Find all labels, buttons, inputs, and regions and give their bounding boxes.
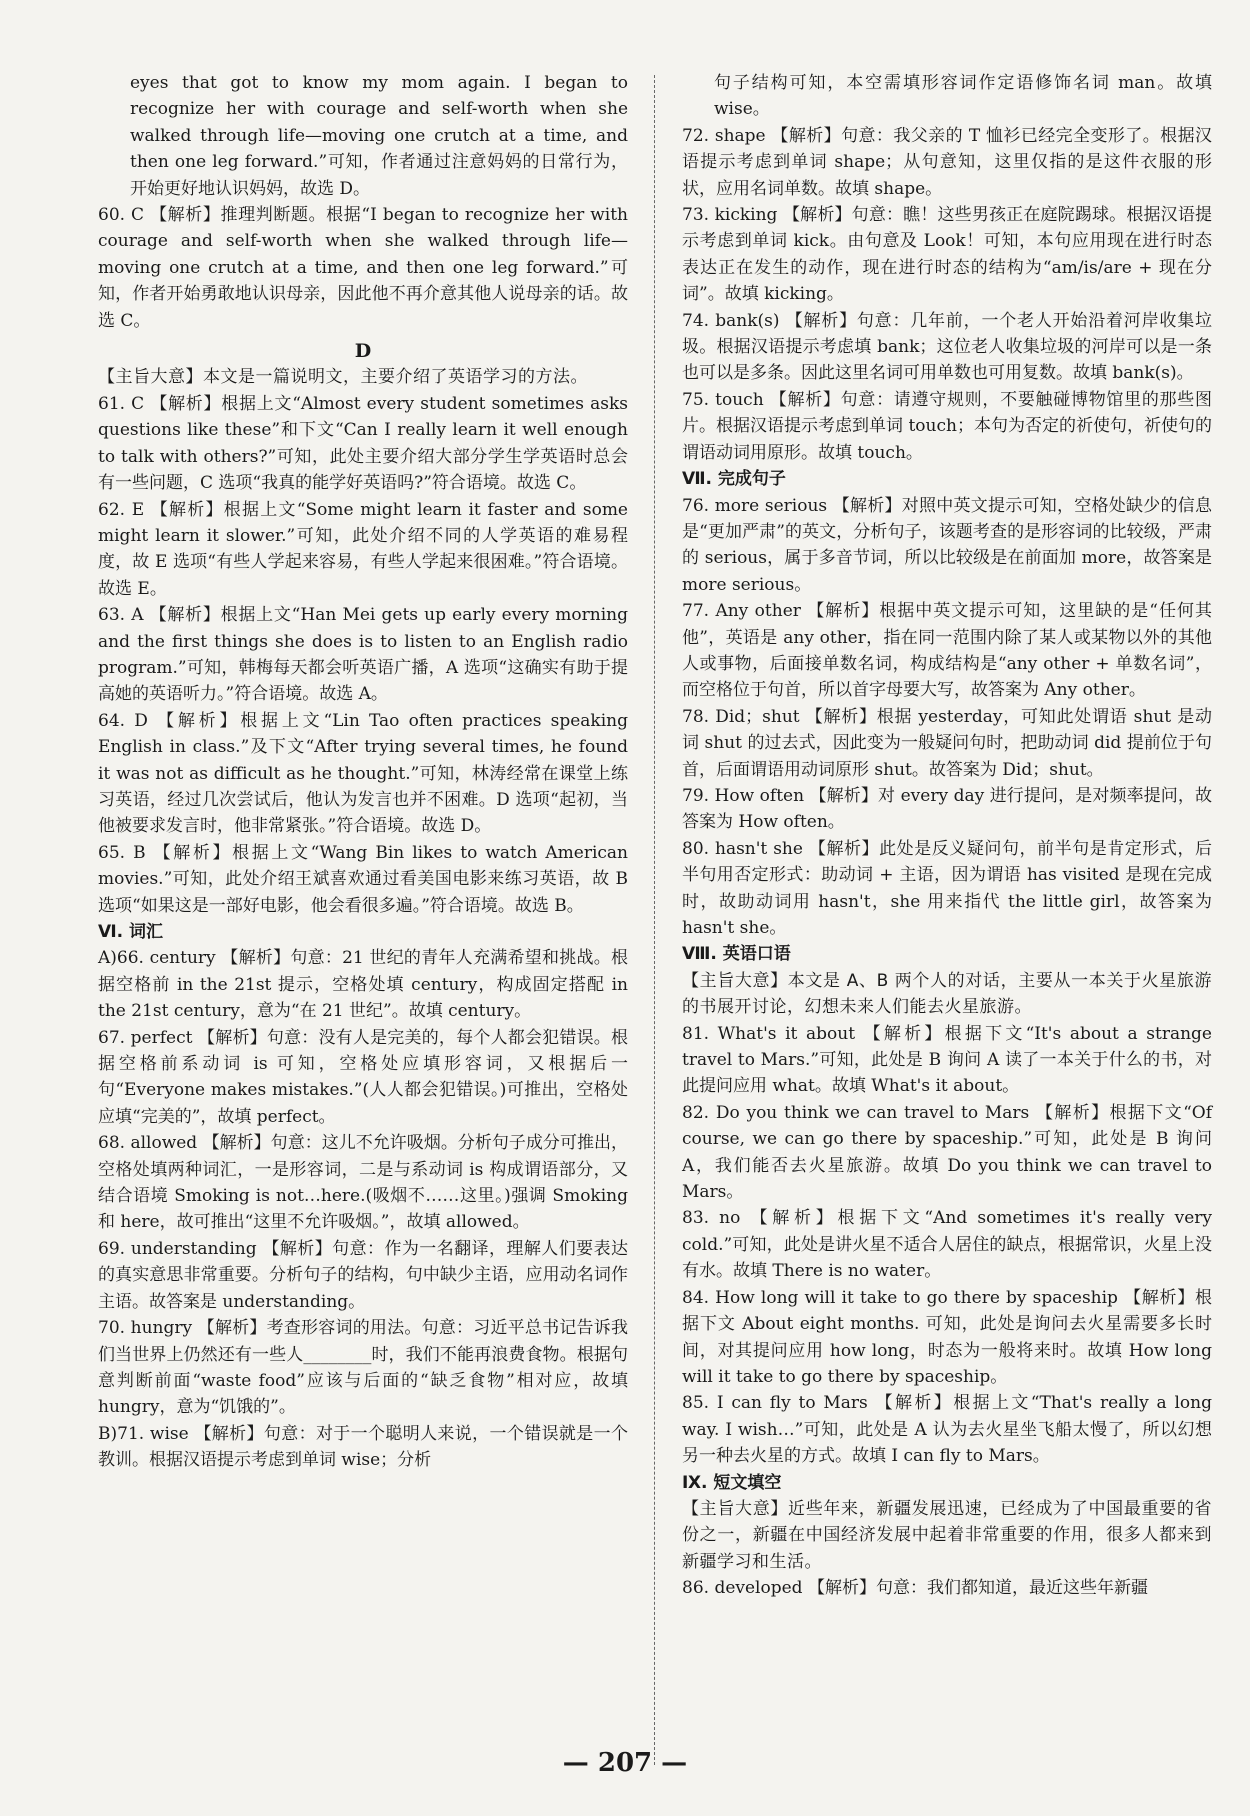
answer-item: 68. allowed 【解析】句意：这儿不允许吸烟。分析句子成分可推出，空格处填两种词汇，一是形容词，二是与系动词 is 构成谓语部分，又结合语境 Smoking is not…here.(吸烟不……这里。)强调 Smoking 和 here，故可推出“这里不允许吸烟。”，故填 allowed。 (98, 1133, 628, 1233)
answer-item: 72. shape 【解析】句意：我父亲的 T 恤衫已经完全变形了。根据汉语提示考虑到单词 shape；从句意知，这里仅指的是这件衣服的形状，应用名词单数。故填 shape。 (682, 125, 1212, 199)
answer-item: 64. D 【解析】根据上文“Lin Tao often practices speaking English in class.”及下文“After trying several times, he found it was not as difficult as he thought.”可知，林涛经常在课堂上练习英语，经过几次尝试后，他认为发言也并不困难。D 选项“起初，当他被要求发言时，他非常紧张。”符合语境。故选 D。 (98, 710, 628, 837)
passage-letter: D (354, 340, 372, 363)
left-column (98, 70, 628, 1474)
answer-item: eyes that got to know my mom again. I began to recognize her with courage and self-worth when she walked through life—moving one crutch at a time, and then one leg forward.”可知，作者通过注意妈妈的日常行为，开始更好地认识妈妈，故选 D。 (130, 73, 628, 199)
column-divider (654, 75, 655, 1765)
answer-item: 82. Do you think we can travel to Mars 【解析】根据下文“Of course, we can go there by spaceship.”可知，此处是 B 询问 A，我们能否去火星旅游。故填 Do you think we can travel to Mars。 (682, 1102, 1212, 1203)
answer-item: 63. A 【解析】根据上文“Han Mei gets up early every morning and the first things she does is to listen to an English radio program.”可知，韩梅每天都会听英语广播，A 选项“这确实有助于提高她的英语听力。”符合语境。故选 A。 (98, 605, 628, 705)
answer-item: 句子结构可知，本空需填形容词作定语修饰名词 man。故填 wise。 (714, 73, 1212, 120)
answer-item: 77. Any other 【解析】根据中英文提示可知，这里缺的是“任何其他”，英语是 any other，指在同一范围内除了某人或某物以外的其他人或事物，后面接单数名词，构成结构是“any other + 单数名词”，而空格位于句首，所以首字母要大写，故答案为 Any other。 (682, 601, 1212, 701)
answer-item: 76. more serious 【解析】对照中英文提示可知，空格处缺少的信息是“更加严肃”的英文，分析句子，该题考查的是形容词的比较级，严肃的 serious，属于多音节词，所以比较级是在前面加 more，故答案是 more serious。 (682, 495, 1212, 595)
answer-item: 86. developed 【解析】句意：我们都知道，最近这些年新疆 (682, 1578, 1148, 1599)
answer-item: 67. perfect 【解析】句意：没有人是完美的，每个人都会犯错误。根据空格前系动词 is 可知，空格处应填形容词，又根据后一句“Everyone makes mistakes.”(人人都会犯错误。)可推出，空格处应填“完美的”，故填 perfect。 (98, 1027, 628, 1127)
answer-item: 74. bank(s) 【解析】句意：几年前，一个老人开始沿着河岸收集垃圾。根据汉语提示考虑填 bank；这位老人收集垃圾的河岸可以是一条也可以是多条。因此这里名词可用单数也可用复数。故填 bank(s)。 (682, 310, 1212, 384)
answer-item: 75. touch 【解析】句意：请遵守规则，不要触碰博物馆里的那些图片。根据汉语提示考虑到单词 touch；本句为否定的祈使句，祈使句的谓语动词用原形。故填 touch。 (682, 389, 1212, 463)
section-heading: Ⅷ. 英语口语 (682, 944, 791, 965)
answer-item: 79. How often 【解析】对 every day 进行提问，是对频率提问，故答案为 How often。 (682, 785, 1212, 833)
answer-item: 85. I can fly to Mars 【解析】根据上文“That's really a long way. I wish…”可知，此处是 A 认为去火星坐飞船太慢了，所以幻想另一种去火星的方式。故填 I can fly to Mars。 (682, 1393, 1212, 1467)
answer-item: 62. E 【解析】根据上文“Some might learn it faster and some might learn it slower.”可知，此处介绍不同的人学英语的难易程度，故 E 选项“有些人学起来容易，有些人学起来很困难。”符合语境。故选 E。 (98, 499, 628, 599)
answer-item: 80. hasn't she 【解析】此处是反义疑问句，前半句是肯定形式，后半句用否定形式：助动词 + 主语，因为谓语 has visited 是现在完成时，故助动词用 hasn't，she 用来指代 the little girl，故答案为 hasn't she。 (682, 838, 1212, 938)
section-heading: Ⅸ. 短文填空 (682, 1472, 782, 1493)
answer-item: 81. What's it about 【解析】根据下文“It's about a strange travel to Mars.”可知，此处是 B 询问 A 读了一本关于什么的书，对此提问应用 what。故填 What's it about。 (682, 1023, 1212, 1097)
section-heading: Ⅶ. 完成句子 (682, 469, 786, 490)
answer-item: 83. no 【解析】根据下文“And sometimes it's really very cold.”可知，此处是讲火星不适合人居住的缺点，根据常识，火星上没有水。故填 There is no water。 (682, 1208, 1212, 1282)
summary-paragraph: 【主旨大意】本文是 A、B 两个人的对话，主要从一本关于火星旅游的书展开讨论，幻想未来人们能去火星旅游。 (682, 970, 1212, 1018)
answer-item: 70. hungry 【解析】考查形容词的用法。句意：习近平总书记告诉我们当世界上仍然还有一些人________时，我们不能再浪费食物。根据句意判断前面“waste food”应该与后面的“缺乏食物”相对应，故填 hungry，意为“饥饿的”。 (98, 1318, 628, 1418)
answer-item: 84. How long will it take to go there by spaceship 【解析】根据下文 About eight months. 可知，此处是询问去火星需要多长时间，对其提问应用 how long，时态为一般将来时。故填 How long will it take to go there by spaceship。 (682, 1287, 1212, 1387)
answer-item: 61. C 【解析】根据上文“Almost every student sometimes asks questions like these”和下文“Can I really learn it well enough to talk with others?”可知，此处主要介绍大部分学生学英语时总会有一些问题，C 选项“我真的能学好英语吗?”符合语境。故选 C。 (98, 393, 628, 494)
answer-item: 60. C 【解析】推理判断题。根据“I began to recognize her with courage and self-worth when she walked through life—moving one crutch at a time, and then one leg forward.”可知，作者开始勇敢地认识母亲，因此他不再介意其他人说母亲的话。故选 C。 (98, 205, 628, 331)
answer-item: 73. kicking 【解析】句意：瞧！这些男孩正在庭院踢球。根据汉语提示考虑到单词 kick。由句意及 Look！可知，本句应用现在进行时态表达正在发生的动作，现在进行时态的结构为“am/is/are + 现在分词”。故填 kicking。 (682, 205, 1212, 305)
answer-item: 69. understanding 【解析】句意：作为一名翻译，理解人们要表达的真实意思非常重要。分析句子的结构，句中缺少主语，应用动名词作主语。故答案是 understanding。 (98, 1238, 628, 1312)
answer-item: 78. Did；shut 【解析】根据 yesterday，可知此处谓语 shut 是动词 shut 的过去式，因此变为一般疑问句时，把助动词 did 提前位于句首，后面谓语用动词原形 shut。故答案为 Did；shut。 (682, 706, 1212, 780)
answer-item: 65. B 【解析】根据上文“Wang Bin likes to watch American movies.”可知，此处介绍王斌喜欢通过看美国电影来练习英语，故 B 选项“如果这是一部好电影，他会看很多遍。”符合语境。故选 B。 (98, 842, 628, 916)
summary-paragraph: 【主旨大意】本文是一篇说明文，主要介绍了英语学习的方法。 (98, 367, 588, 388)
answer-item: A)66. century 【解析】句意：21 世纪的青年人充满希望和挑战。根据空格前 in the 21st 提示，空格处填 century，构成固定搭配 in the 21st century，意为“在 21 世纪”。故填 century。 (98, 948, 628, 1022)
answer-item: B)71. wise 【解析】句意：对于一个聪明人来说，一个错误就是一个教训。根据汉语提示考虑到单词 wise；分析 (98, 1423, 628, 1471)
summary-paragraph: 【主旨大意】近些年来，新疆发展迅速，已经成为了中国最重要的省份之一，新疆在中国经济发展中起着非常重要的作用，很多人都来到新疆学习和生活。 (682, 1498, 1212, 1572)
section-heading: Ⅵ. 词汇 (98, 922, 164, 942)
right-column (682, 70, 1212, 1602)
page-number: — 207 — (562, 1748, 688, 1778)
